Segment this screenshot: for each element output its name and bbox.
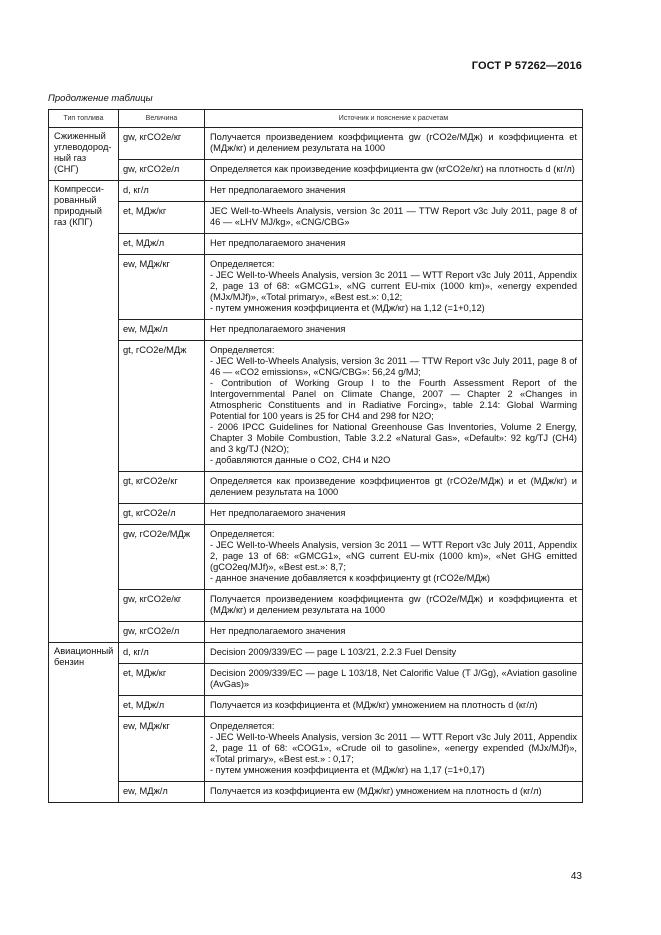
source-line: - путем умножения коэффициента et (МДж/кг) на 1,17 (=1+0,17) — [210, 765, 485, 775]
quantity-cell: et, МДж/кг — [119, 664, 205, 696]
source-line: - 2006 IPCC Guidelines for National Greenhouse Gas Inventories, Volume 2 Energy, Chapter 3 Mobile Combustion, Table 3.2.2 «Natural Gas», «Default»: 92 kg/TJ (CH4) and 3 kg/TJ (N2O); — [210, 422, 577, 454]
source-cell — [205, 255, 583, 320]
source-cell — [205, 234, 583, 255]
table-row — [49, 320, 583, 341]
quantity-cell: et, МДж/л — [119, 696, 205, 717]
fuel-type-cell: Авиационный бензин — [49, 643, 119, 803]
source-line: Определяется: — [210, 529, 275, 539]
column-header-source: Источник и пояснение к расчетам — [205, 110, 583, 128]
source-line: - JEC Well-to-Wheels Analysis, version 3c 2011 — WTT Report v3c July 2011, Appendix 2, page 11 of 68: «COG1», «Crude oil to gasoline», «energy expended (MJx/MJf)», «Total primary», «Best est.» : 0,17; — [210, 732, 577, 764]
quantity-cell: et, МДж/кг — [119, 202, 205, 234]
source-line: - данное значение добавляется к коэффициенту gt (гCO2e/МДж) — [210, 573, 490, 583]
source-line: JEC Well-to-Wheels Analysis, version 3c 2011 — TTW Report v3c July 2011, page 8 of 46 — «LHV MJ/kg», «CNG/CBG» — [210, 206, 577, 227]
table-body — [49, 128, 583, 803]
source-cell — [205, 717, 583, 782]
source-line: Определяется как произведение коэффициента gw (кгCO2e/кг) на плотность d (кг/л) — [210, 164, 575, 174]
source-cell — [205, 504, 583, 525]
source-cell — [205, 472, 583, 504]
quantity-cell: ew, МДж/кг — [119, 717, 205, 782]
table-row — [49, 181, 583, 202]
source-line: Нет предполагаемого значения — [210, 324, 346, 334]
table-row — [49, 622, 583, 643]
quantity-cell: gt, гCO2e/МДж — [119, 341, 205, 472]
source-line: - добавляются данные о CO2, CH4 и N2O — [210, 455, 391, 465]
quantity-cell: gt, кгCO2e/л — [119, 504, 205, 525]
table-row — [49, 717, 583, 782]
source-line: - JEC Well-to-Wheels Analysis, version 3c 2011 — TTW Report v3c July 2011, page 8 of 46 — «CO2 emissions», «CNG/CBG»: 56,24 g/MJ; — [210, 356, 577, 377]
source-line: - Contribution of Working Group I to the Fourth Assessment Report of the Intergovernmental Panel on Climate Change, 2007 — Chapter 2 «Changes in Atmospheric Constituents and in Radiative Forcing», table 2.14: Global Warming Potential for 100 years is 25 for CH4 and 298 for N2O; — [210, 378, 577, 421]
table-row — [49, 664, 583, 696]
source-line: Нет предполагаемого значения — [210, 626, 346, 636]
quantity-cell: et, МДж/л — [119, 234, 205, 255]
source-cell — [205, 782, 583, 803]
source-cell — [205, 590, 583, 622]
table-row — [49, 643, 583, 664]
table-row — [49, 128, 583, 160]
source-line: Получается произведением коэффициента gw (гCO2e/МДж) и коэффициента et (МДж/кг) и делением результата на 1000 — [210, 132, 577, 153]
source-line: Определяется: — [210, 345, 275, 355]
source-line: Decision 2009/339/EC — page L 103/21, 2.2.3 Fuel Density — [210, 647, 457, 657]
source-line: Нет предполагаемого значения — [210, 185, 346, 195]
quantity-cell: gw, гCO2e/МДж — [119, 525, 205, 590]
quantity-cell: ew, МДж/л — [119, 782, 205, 803]
source-line: Определяется: — [210, 259, 275, 269]
table-row — [49, 590, 583, 622]
source-line: Нет предполагаемого значения — [210, 238, 346, 248]
source-cell — [205, 643, 583, 664]
quantity-cell: d, кг/л — [119, 643, 205, 664]
table-header-row — [49, 110, 583, 128]
quantity-cell: gw, кгCO2e/кг — [119, 128, 205, 160]
fuel-type-cell: Сжиженный углеводород-ный газ (СНГ) — [49, 128, 119, 181]
table-row — [49, 255, 583, 320]
quantity-cell: d, кг/л — [119, 181, 205, 202]
page-number: 43 — [570, 871, 582, 882]
source-line: Decision 2009/339/EC — page L 103/18, Net Calorific Value (T J/Gg), «Aviation gasoline (AvGas)» — [210, 668, 577, 689]
source-line: Определяется как произведение коэффициентов gt (гCO2e/МДж) и et (МДж/кг) и делением результата на 1000 — [210, 476, 577, 497]
source-cell — [205, 622, 583, 643]
fuel-type-cell: Компресси-рованный природный газ (КПГ) — [49, 181, 119, 643]
table-continuation-label: Продолжение таблицы — [48, 93, 153, 104]
table-row — [49, 504, 583, 525]
table-row — [49, 782, 583, 803]
standard-number: ГОСТ Р 57262—2016 — [471, 60, 582, 72]
source-cell — [205, 128, 583, 160]
source-line: Получается произведением коэффициента gw (гCO2e/МДж) и коэффициента et (МДж/кг) и делением результата на 1000 — [210, 594, 577, 615]
table-row — [49, 472, 583, 504]
quantity-cell: gt, кгCO2e/кг — [119, 472, 205, 504]
source-cell — [205, 202, 583, 234]
source-cell — [205, 341, 583, 472]
source-cell — [205, 181, 583, 202]
source-cell — [205, 664, 583, 696]
source-line: Получается из коэффициента et (МДж/кг) умножением на плотность d (кг/л) — [210, 700, 538, 710]
quantity-cell: gw, кгCO2e/л — [119, 622, 205, 643]
column-header-quantity: Величина — [119, 110, 205, 128]
source-line: - путем умножения коэффициента et (МДж/кг) на 1,12 (=1+0,12) — [210, 303, 485, 313]
table-row — [49, 202, 583, 234]
source-line: - JEC Well-to-Wheels Analysis, version 3c 2011 — WTT Report v3c July 2011, Appendix 2, page 13 of 68: «GMCG1», «NG current EU-mix (1000 km)», «energy expended (MJx/MJf)», «Total primary», «Best est.»: 0,12; — [210, 270, 577, 302]
fuel-table — [48, 109, 583, 803]
table-row — [49, 160, 583, 181]
source-line: Определяется: — [210, 721, 275, 731]
quantity-cell: ew, МДж/л — [119, 320, 205, 341]
source-cell — [205, 525, 583, 590]
source-cell — [205, 320, 583, 341]
source-line: - JEC Well-to-Wheels Analysis, version 3c 2011 — WTT Report v3c July 2011, Appendix 2, page 13 of 68: «GMCG1», «NG current EU-mix (1000 km)», «Net GHG emitted (gCO2eq/MJf)», «Best est.»: 8,7; — [210, 540, 577, 572]
source-line: Получается из коэффициента ew (МДж/кг) умножением на плотность d (кг/л) — [210, 786, 542, 796]
source-cell — [205, 696, 583, 717]
column-header-fuel-type: Тип топлива — [49, 110, 119, 128]
table-row — [49, 696, 583, 717]
quantity-cell: ew, МДж/кг — [119, 255, 205, 320]
table-row — [49, 525, 583, 590]
table-row — [49, 234, 583, 255]
quantity-cell: gw, кгCO2e/кг — [119, 590, 205, 622]
table-row — [49, 341, 583, 472]
quantity-cell: gw, кгCO2e/л — [119, 160, 205, 181]
source-cell — [205, 160, 583, 181]
source-line: Нет предполагаемого значения — [210, 508, 346, 518]
